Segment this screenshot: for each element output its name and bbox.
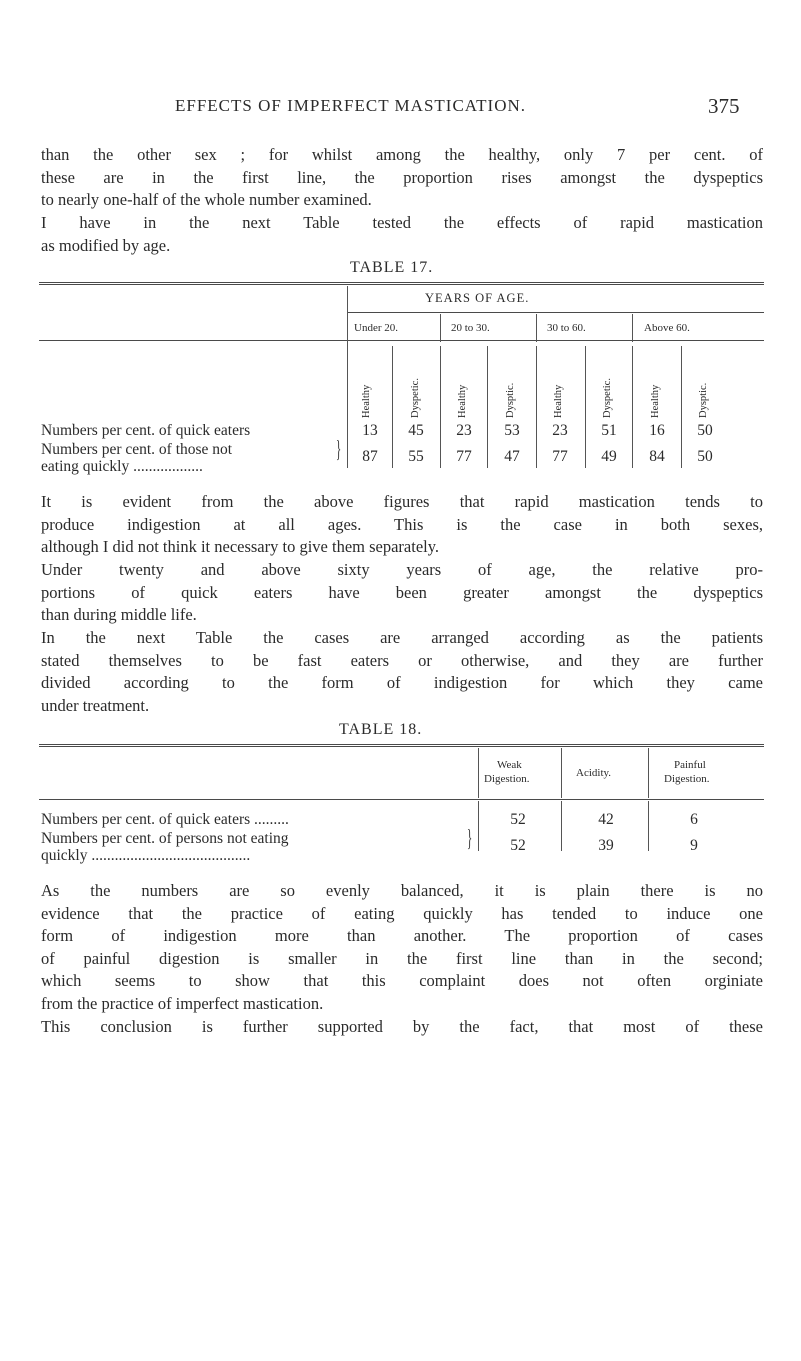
table-column-rule	[561, 801, 562, 851]
table-column-rule	[478, 801, 479, 851]
table-column-rule	[561, 748, 562, 798]
table-18-row-label: quickly .........................................	[41, 847, 251, 864]
table-18-cell: 9	[690, 837, 698, 854]
table-17-cell: 13	[362, 422, 378, 439]
years-of-age-header: YEARS OF AGE.	[425, 291, 530, 305]
brace: }	[467, 826, 473, 852]
table-18-cell: 6	[690, 811, 698, 828]
table-18-cell: 52	[510, 811, 526, 828]
paragraph-1	[41, 144, 763, 212]
table-column-rule	[585, 346, 586, 468]
text-line: although I did not think it necessary to give them separately.	[41, 537, 440, 556]
text-line: form of indigestion more than another. The proportion of cases	[41, 926, 763, 945]
table-18-cell: 39	[598, 837, 614, 854]
text-line: stated themselves to be fast eaters or otherwise, and they are further	[41, 650, 763, 670]
sub-header-healthy: Healthy	[457, 384, 468, 418]
text-line: produce indigestion at all ages. This is the case in both sexes,	[41, 514, 763, 534]
table-column-rule	[632, 346, 633, 468]
table-rule	[39, 284, 764, 285]
col-header-weak: Digestion.	[484, 773, 530, 785]
table-column-rule	[648, 748, 649, 798]
table-rule	[348, 312, 764, 313]
table-rule	[39, 282, 764, 283]
table-column-rule	[347, 346, 348, 468]
col-header-acidity: Acidity.	[576, 767, 612, 779]
table-17-cell: 23	[456, 422, 472, 439]
sub-header-healthy: Healthy	[553, 384, 564, 418]
text-line: from the practice of imperfect mastication.	[41, 993, 324, 1013]
text-line: divided according to the form of indigestion for which they came	[41, 673, 763, 692]
table-18-cell: 42	[598, 811, 614, 828]
text-line: under treatment.	[41, 695, 150, 715]
table-17-cell: 51	[601, 422, 617, 439]
table-18-row-label: Numbers per cent. of quick eaters .........	[41, 811, 289, 828]
text-line: portions of quick eaters have been greater amongst the dyspeptics	[41, 582, 763, 602]
sub-header-healthy: Healthy	[650, 384, 661, 418]
paragraph-5	[41, 627, 763, 717]
age-group-label: 30 to 60.	[547, 322, 586, 334]
col-header-painful: Painful	[674, 759, 706, 771]
table-17-cell: 50	[697, 448, 713, 465]
table-column-rule	[440, 314, 441, 342]
text-line: In the next Table the cases are arranged according as the patients	[41, 628, 763, 647]
text-line: than the other sex ; for whilst among the healthy, only 7 per cent. of	[41, 145, 763, 164]
table-18-title: TABLE 18.	[339, 721, 423, 738]
table-column-rule	[440, 346, 441, 468]
brace: }	[336, 437, 342, 463]
table-column-rule	[681, 346, 682, 468]
table-rule	[39, 746, 764, 747]
table-17-row-label: Numbers per cent. of those not	[41, 441, 233, 458]
table-17-cell: 77	[456, 448, 472, 465]
col-header-painful: Digestion.	[664, 773, 710, 785]
table-17-row-label: eating quickly ..................	[41, 458, 203, 475]
table-17-cell: 47	[504, 448, 520, 465]
sub-header-dyspeptic: Dyspetic.	[602, 378, 613, 418]
sub-header-dyspeptic: Dysptic.	[698, 382, 709, 418]
age-group-label: 20 to 30.	[451, 322, 490, 334]
table-17-cell: 87	[362, 448, 378, 465]
table-17-cell: 16	[649, 422, 665, 439]
table-rule	[39, 340, 764, 341]
table-rule	[39, 744, 764, 745]
age-group-label: Under 20.	[354, 322, 398, 334]
text-line: It is evident from the above figures that rapid mastication tends to	[41, 492, 763, 511]
sub-header-dyspeptic: Dyspetic.	[410, 378, 421, 418]
table-17-cell: 50	[697, 422, 713, 439]
table-18-cell: 52	[510, 837, 526, 854]
table-17-cell: 23	[552, 422, 568, 439]
table-column-rule	[648, 801, 649, 851]
text-line: This conclusion is further supported by the fact, that most of these	[41, 1017, 763, 1036]
text-line: than during middle life.	[41, 605, 197, 624]
table-column-rule	[478, 748, 479, 798]
table-17-cell: 45	[408, 422, 424, 439]
paragraph-7	[41, 1016, 763, 1039]
table-17-cell: 53	[504, 422, 520, 439]
table-17-cell: 84	[649, 448, 665, 465]
text-line: these are in the first line, the proportion rises amongst the dyspeptics	[41, 167, 763, 187]
table-column-rule	[392, 346, 393, 468]
text-line: Under twenty and above sixty years of age, the relative pro-	[41, 560, 763, 579]
table-17-title: TABLE 17.	[350, 259, 434, 276]
text-line: evidence that the practice of eating quickly has tended to induce one	[41, 903, 763, 923]
table-17-cell: 77	[552, 448, 568, 465]
sub-header-dyspeptic: Dysptic.	[505, 382, 516, 418]
table-column-rule	[632, 314, 633, 342]
text-line: which seems to show that this complaint does not often orginiate	[41, 971, 763, 990]
page-header	[0, 96, 801, 126]
table-column-rule	[536, 314, 537, 342]
table-column-rule	[487, 346, 488, 468]
running-title: EFFECTS OF IMPERFECT MASTICATION.	[175, 96, 527, 115]
text-line: I have in the next Table tested the effects of rapid mastication	[41, 213, 763, 232]
page-number: 375	[708, 94, 740, 118]
table-17-cell: 55	[408, 448, 424, 465]
paragraph-4	[41, 559, 763, 627]
paragraph-2	[41, 212, 763, 257]
table-rule	[39, 799, 764, 800]
text-line: As the numbers are so evenly balanced, it is plain there is no	[41, 881, 763, 900]
table-column-rule	[536, 346, 537, 468]
text-line: as modified by age.	[41, 235, 171, 255]
paragraph-6	[41, 880, 763, 1015]
col-header-weak: Weak	[497, 759, 522, 771]
table-17-cell: 49	[601, 448, 617, 465]
age-group-label: Above 60.	[644, 322, 690, 334]
text-line: of painful digestion is smaller in the first line than in the second;	[41, 948, 763, 968]
text-line: to nearly one-half of the whole number examined.	[41, 190, 372, 209]
table-17-row-label: Numbers per cent. of quick eaters	[41, 422, 251, 439]
table-18-row-label: Numbers per cent. of persons not eating	[41, 830, 289, 847]
paragraph-3	[41, 491, 763, 559]
sub-header-healthy: Healthy	[361, 384, 372, 418]
